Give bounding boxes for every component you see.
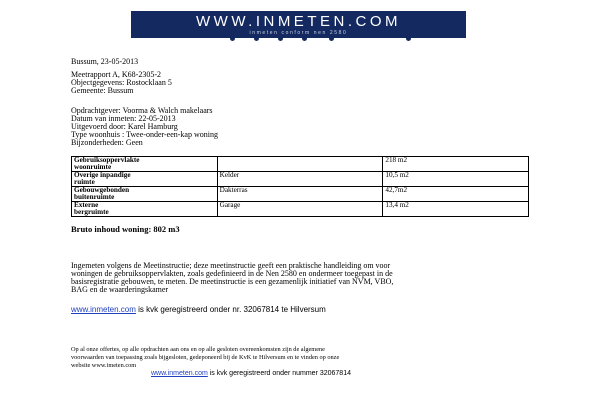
date-line: Bussum, 23-05-2013	[71, 57, 139, 66]
measure-date-line: Datum van inmeten: 22-05-2013	[71, 114, 176, 123]
details-line: Bijzonderheden: Geen	[71, 138, 143, 147]
table-row	[72, 202, 529, 217]
intro-line: Ingemeten volgens de Meetinstructie; deze meetinstructie geeft een praktische handleiding om voor	[71, 261, 391, 270]
gross-content: Bruto inhoud woning: 802 m3	[71, 224, 180, 234]
table-cell-value: 13,4 m2	[383, 202, 529, 217]
report-line: Meetrapport A, K68-2305-2	[71, 70, 161, 79]
decorative-dot-icon	[302, 36, 307, 41]
label-line: Gebouwgebonden	[74, 186, 130, 194]
measurement-table	[71, 156, 529, 217]
table-cell-detail: Kelder	[217, 172, 383, 187]
intro-line: BAG en de waarderingskamer	[71, 285, 169, 294]
footer-website-link[interactable]: www.inmeten.com	[151, 370, 208, 377]
banner-title: WWW.INMETEN.COM	[196, 13, 401, 30]
table-cell-detail	[217, 157, 383, 172]
municipality-line: Gemeente: Bussum	[71, 86, 134, 95]
label-line: bergruimte	[74, 208, 109, 216]
header-banner	[131, 11, 466, 38]
table-row	[72, 187, 529, 202]
decorative-dot-icon	[406, 36, 411, 41]
object-line: Objectgegevens: Rostocklaan 5	[71, 78, 172, 87]
table-row	[72, 172, 529, 187]
terms-line: voorwaarden van toepassing zoals bijgesloten, gedeponeerd bij de KvK te Hilversum en te vinden op onze	[71, 354, 340, 361]
table-cell-detail: Garage	[217, 202, 383, 217]
terms-line: Op al onze offertes, op alle opdrachten aan ons en op alle gesloten overeenkomsten zijn de algemene	[71, 346, 325, 353]
table-cell-value: 42,7m2	[383, 187, 529, 202]
website-link[interactable]: www.inmeten.com	[71, 305, 136, 314]
house-type-line: Type woonhuis : Twee-onder-een-kap woning	[71, 130, 218, 139]
banner-dots	[230, 36, 460, 44]
client-line: Opdrachtgever: Voorma & Walch makelaars	[71, 106, 213, 115]
table-cell-value: 218 m2	[383, 157, 529, 172]
footer-kvk-line	[151, 370, 351, 378]
label-line: Externe	[74, 201, 99, 209]
decorative-dot-icon	[329, 36, 334, 41]
decorative-dot-icon	[254, 36, 259, 41]
table-row	[72, 157, 529, 172]
banner-subtitle: inmeten conform nen 2580	[249, 30, 348, 36]
kvk-registration-text: is kvk geregistreerd onder nr. 32067814 te Hilversum	[135, 305, 326, 314]
table-cell-label	[72, 187, 218, 202]
footer-kvk-text: is kvk geregistreerd onder nummer 32067814	[207, 370, 351, 377]
table-cell-detail: Dakterras	[217, 187, 383, 202]
label-line: ruimte	[74, 178, 95, 186]
intro-line: woningen de gebruiksoppervlakten, zoals gedefinieerd in de Nen 2580 en ondermeer toegepast in de	[71, 269, 393, 278]
intro-line: basisregistratie gebouwen, te meten. De meetinstructie is een gezamenlijk initiatief van NVM, VBO,	[71, 277, 394, 286]
table-cell-label	[72, 157, 218, 172]
table-cell-label	[72, 202, 218, 217]
label-line: Overige inpandige	[74, 171, 131, 179]
decorative-dot-icon	[230, 36, 235, 41]
label-line: buitenruimte	[74, 193, 115, 201]
label-line: Gebruiksoppervlakte	[74, 156, 140, 164]
table-cell-label	[72, 172, 218, 187]
kvk-registration-line	[71, 306, 326, 314]
terms-line: website www.imeten.com	[71, 362, 137, 369]
executed-by-line: Uitgevoerd door: Karel Hamburg	[71, 122, 178, 131]
table-cell-value: 10,5 m2	[383, 172, 529, 187]
decorative-dot-icon	[278, 36, 283, 41]
label-line: woonruimte	[74, 163, 112, 171]
